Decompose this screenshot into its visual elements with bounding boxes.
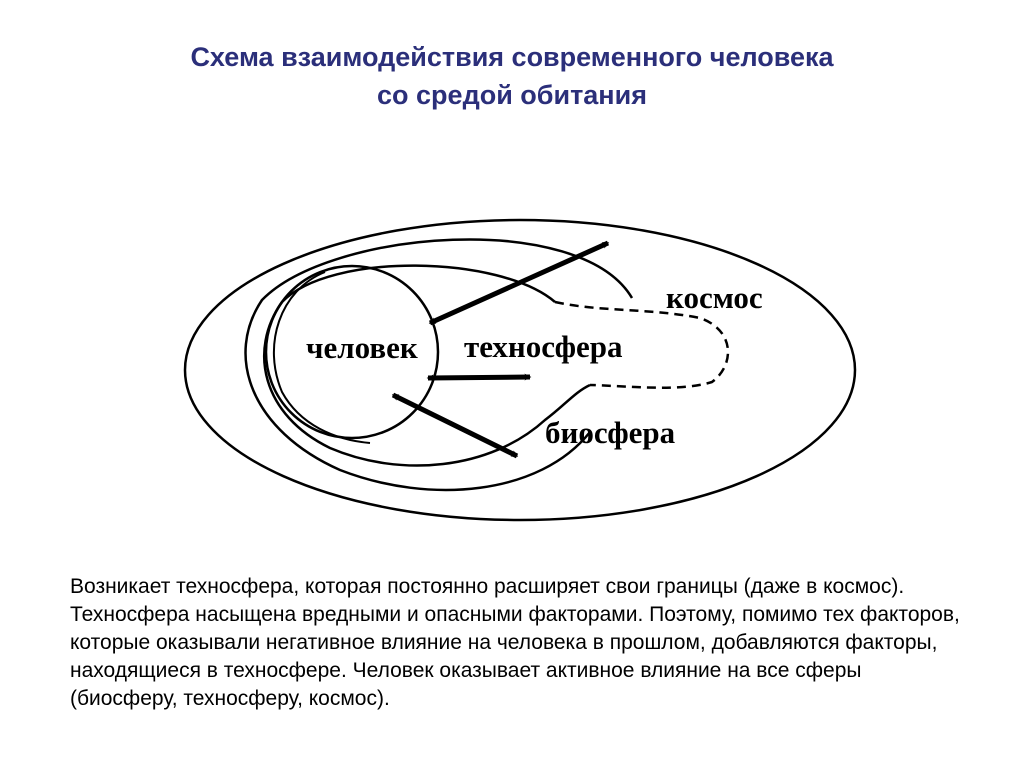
arrow-human-technosphere [428, 377, 530, 378]
label-technosphere: техносфера [464, 329, 623, 364]
technosphere-boundary [264, 266, 590, 466]
arrow-human-cosmos [430, 243, 608, 323]
arrow-human-biosphere [393, 395, 517, 456]
biosphere-boundary [246, 239, 632, 490]
label-biosphere: биосфера [545, 415, 676, 450]
outer-ellipse [185, 220, 855, 520]
label-cosmos: космос [666, 280, 763, 315]
description-paragraph: Возникает техносфера, которая постоянно расширяет свои границы (даже в космос). Техносфера насыщена вредными и опасными факторами. Поэтому, помимо тех факторов, которые оказывали негативное влияние на человека в прошлом, добавляются факторы, находящиеся в техносфере. Человек оказывает активное влияние на все сферы (биосферу, техносферу, космос). [70, 575, 960, 710]
label-human: человек [306, 330, 418, 365]
title-line-1: Схема взаимодействия современного человека [190, 42, 834, 72]
title-line-2: со средой обитания [377, 80, 647, 110]
